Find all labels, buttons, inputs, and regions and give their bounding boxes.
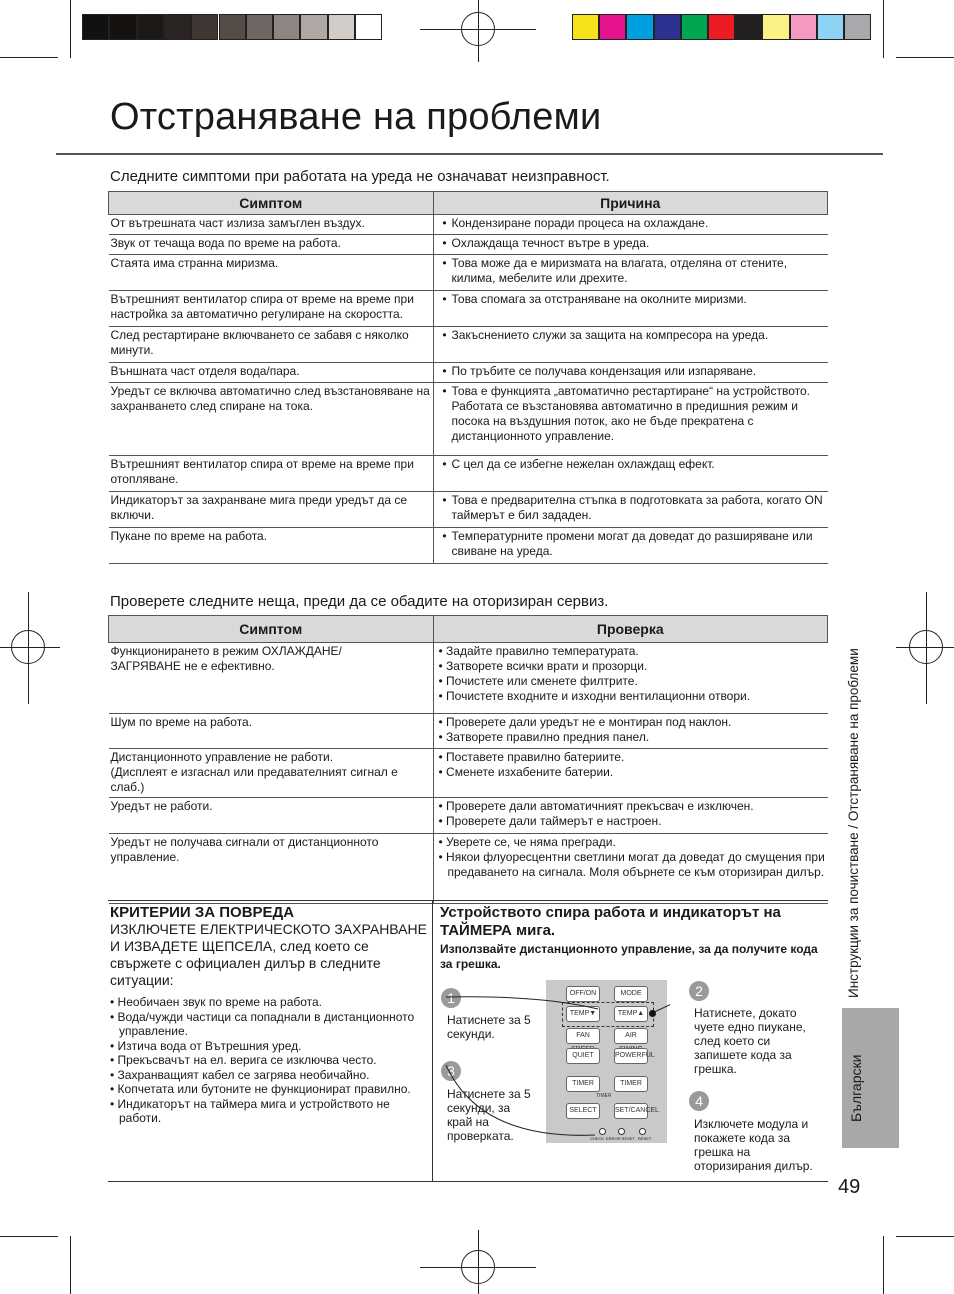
table-row — [109, 749, 828, 798]
bullet: • — [438, 765, 447, 779]
temp-up-button[interactable]: TEMP▲ — [614, 1006, 648, 1022]
symptom-cell: След рестартиране включването се забавя с няколко минути. — [109, 327, 434, 363]
cause-cell — [433, 383, 828, 456]
cause-cell — [433, 255, 828, 291]
table2-intro: Проверете следните неща, преди да се обадите на оторизиран сервиз. — [110, 593, 609, 610]
table-row — [109, 255, 828, 291]
table-row — [109, 714, 828, 749]
cause-text: Кондензиране поради процеса на охлаждане. — [451, 216, 709, 230]
bullet: • — [438, 730, 447, 744]
step-1-text: Натиснете за 5 секунди. — [447, 1013, 531, 1041]
check-item — [438, 850, 826, 880]
cause-text: Охлаждаща течност вътре в уреда. — [451, 236, 650, 250]
list-item-text: Захранващият кабел се загрява необичайно. — [117, 1067, 370, 1082]
color-swatch — [626, 14, 653, 40]
cause-text: С цел да се избегне нежелан охлаждащ ефект. — [451, 457, 715, 471]
check-text: Задайте правилно температурата. — [446, 644, 639, 658]
bullet: • — [438, 750, 447, 764]
cause-cell — [433, 235, 828, 255]
language-tab-label: Български — [848, 1054, 864, 1122]
grayscale-swatch — [164, 14, 191, 40]
crop-mark — [0, 57, 58, 58]
sidebar-section-label: Инструкции за почистване / Отстраняване на проблеми — [846, 648, 861, 998]
table-row — [109, 363, 828, 383]
bullet: • — [110, 1096, 118, 1111]
mode-button[interactable]: MODE — [614, 986, 648, 1002]
symptom-cell: Стаята има странна миризма. — [109, 255, 434, 291]
crop-mark — [0, 647, 60, 648]
symptom-line: Уредът не получава сигнали от дистанционното управление. — [110, 835, 379, 864]
timer-label: TIMER — [596, 1093, 612, 1099]
check-item — [438, 659, 826, 674]
temp-down-button[interactable]: TEMP▼ — [566, 1006, 600, 1022]
quiet-button[interactable]: QUIET — [566, 1048, 600, 1064]
cause-cell — [433, 363, 828, 383]
color-swatch — [762, 14, 789, 40]
symptom-cell: Звук от течаща вода по време на работа. — [109, 235, 434, 255]
crop-mark — [420, 1267, 536, 1268]
bullet: • — [438, 715, 447, 729]
cause-cell — [433, 327, 828, 363]
symptom-cell: Уредът се включва автоматично след възстановяване на захранването след спиране на тока. — [109, 383, 434, 456]
reset-label: RESET — [638, 1136, 652, 1141]
check-text: Поставете правилно батериите. — [446, 750, 625, 764]
bullet: • — [438, 644, 447, 658]
grayscale-swatch — [355, 14, 382, 40]
bullet: • — [442, 493, 447, 507]
check-item — [438, 644, 826, 659]
bullet: • — [110, 1053, 118, 1067]
select-button[interactable]: SELECT — [566, 1103, 600, 1119]
list-item — [110, 1097, 428, 1126]
criteria-section — [110, 904, 428, 1126]
bullet: • — [442, 457, 447, 471]
air-swing-button[interactable]: AIR — [614, 1028, 648, 1044]
symptom-line: ЗАГРЯВАНЕ не е ефективно. — [110, 659, 275, 673]
error-reset-label: ERROR RESET — [606, 1136, 635, 1141]
section-divider — [108, 900, 828, 901]
check-text: Проверете дали таймерът е настроен. — [446, 814, 662, 828]
cause-text: По тръбите се получава кондензация или изпаряване. — [451, 364, 757, 378]
grayscale-swatch — [137, 14, 164, 40]
bullet: • — [442, 364, 447, 378]
list-item-text: Индикаторът на таймера мига и устройството не работи. — [117, 1096, 390, 1125]
crop-mark — [0, 1236, 58, 1237]
bullet: • — [442, 529, 447, 543]
symptom-cell — [109, 798, 434, 834]
color-swatch — [572, 14, 599, 40]
grayscale-swatch — [109, 14, 136, 40]
crop-mark — [478, 1230, 479, 1294]
check-label: CHECK — [590, 1136, 605, 1141]
bullet: • — [442, 328, 447, 342]
timer-off-button[interactable]: TIMER — [614, 1076, 648, 1092]
list-item-text: Необичаен звук по време на работа. — [117, 995, 323, 1009]
step-2-text: Натиснете, докато чуете едно пиукане, след което си запишете кода за грешка. — [694, 1006, 806, 1076]
callout-lines — [440, 985, 670, 1155]
table-row — [109, 492, 828, 528]
bullet: • — [110, 1038, 118, 1053]
check-text: Проверете дали автоматичният прекъсвач е изключен. — [446, 799, 754, 813]
bullet: • — [438, 799, 447, 813]
symptom-cell: Външната част отделя вода/пара. — [109, 363, 434, 383]
crop-mark — [896, 57, 954, 58]
check-cell — [433, 643, 828, 714]
cause-cell — [433, 456, 828, 492]
symptom-cell: Пукане по време на работа. — [109, 528, 434, 564]
cause-text: Температурните промени могат да доведат до разширяване или свиване на уреда. — [451, 529, 813, 558]
list-item — [110, 1039, 428, 1054]
powerful-button[interactable]: POWERFUL — [614, 1048, 648, 1064]
bullet: • — [442, 384, 447, 398]
color-swatch — [817, 14, 844, 40]
check-item — [438, 765, 826, 780]
language-tab — [842, 1008, 899, 1148]
col-symptom-header: Симптом — [109, 616, 434, 643]
title-divider — [56, 153, 883, 155]
color-swatch — [708, 14, 735, 40]
symptom-cause-table — [108, 191, 828, 564]
page-number: 49 — [838, 1176, 861, 1198]
check-text: Някои флуоресцентни светлини могат да доведат до смущения при предаването на сигнала. Моля обърнете се към оторизиран дилър. — [446, 850, 825, 879]
cause-cell — [433, 215, 828, 235]
step-3-text: Натиснете за 5 секунди, за край на проверката. — [447, 1087, 531, 1143]
step-4-text: Изключете модула и покажете кода за грешка на оторизирания дилър. — [694, 1117, 813, 1173]
col-cause-header: Причина — [433, 192, 828, 215]
check-item — [438, 835, 826, 850]
color-swatch — [844, 14, 871, 40]
bullet: • — [438, 814, 447, 828]
table-row — [109, 643, 828, 714]
symptom-line: Уредът не работи. — [110, 799, 213, 813]
bullet: • — [442, 256, 447, 270]
bullet: • — [438, 835, 447, 849]
bullet: • — [110, 1067, 118, 1082]
table-row — [109, 327, 828, 363]
color-swatch — [735, 14, 762, 40]
cause-cell — [433, 528, 828, 564]
table-row — [109, 798, 828, 834]
symptom-cell — [109, 643, 434, 714]
pointer-dot — [649, 1010, 656, 1017]
list-item — [110, 995, 428, 1010]
grayscale-swatch — [82, 14, 109, 40]
symptom-cell: Вътрешният вентилатор спира от време на време при отопляване. — [109, 456, 434, 492]
step-1-number: 1 — [441, 988, 461, 1008]
list-item — [110, 1082, 428, 1097]
check-cell — [433, 714, 828, 749]
step-3-number: 3 — [441, 1061, 461, 1081]
crop-mark — [70, 0, 71, 58]
table-row — [109, 834, 828, 904]
cause-text: Това спомага за отстраняване на околните миризми. — [451, 292, 747, 306]
grayscale-swatch — [191, 14, 218, 40]
bullet: • — [110, 1009, 118, 1024]
cause-text: Това е предварителна стъпка в подготовката за работа, когато ON таймерът е бил зададен. — [451, 493, 823, 522]
check-cell — [433, 834, 828, 904]
check-text: Почистете или сменете филтрите. — [446, 674, 638, 688]
check-item — [438, 730, 826, 745]
cause-cell — [433, 492, 828, 528]
color-swatch — [790, 14, 817, 40]
bullet: • — [442, 216, 447, 230]
table-row — [109, 456, 828, 492]
grayscale-swatch — [300, 14, 327, 40]
check-item — [438, 715, 826, 730]
list-item-text: Копчетата или бутоните не функционират правилно. — [117, 1082, 411, 1096]
criteria-paragraph: ИЗКЛЮЧЕТЕ ЕЛЕКТРИЧЕСКОТО ЗАХРАНВАНЕ И ИЗВАДЕТЕ ЩЕПСЕЛА, след което се свържете с официален дилър в следните ситуации: — [110, 921, 427, 988]
bullet: • — [438, 850, 447, 864]
cause-cell — [433, 291, 828, 327]
cause-text: Това е функцията „автоматично рестартиране“ на устройството. Работата се възстановява автоматично в предишния режим и посока на въздушния поток, ако не бъде прекратена с дистанционното управление. — [451, 384, 810, 443]
color-swatch — [681, 14, 708, 40]
symptom-line: Шум по време на работа. — [110, 715, 253, 729]
bullet: • — [438, 674, 447, 688]
error-heading: Устройството спира работа и индикаторът на ТАЙМЕРА мига. — [440, 904, 781, 939]
bullet: • — [438, 689, 447, 703]
check-item — [438, 674, 826, 689]
crop-mark — [883, 0, 884, 58]
col-symptom-header: Симптом — [109, 192, 434, 215]
table-row — [109, 291, 828, 327]
grayscale-swatch — [273, 14, 300, 40]
fan-speed-button[interactable]: FAN — [566, 1028, 600, 1044]
table-row — [109, 383, 828, 456]
check-item — [438, 814, 826, 829]
bullet: • — [438, 659, 447, 673]
check-text: Сменете изхабените батерии. — [446, 765, 614, 779]
list-item — [110, 1068, 428, 1083]
color-swatch — [599, 14, 626, 40]
crop-mark — [926, 592, 927, 704]
criteria-list — [110, 995, 428, 1126]
crop-mark — [896, 1236, 954, 1237]
check-text: Почистете входните и изходни вентилационни отвори. — [446, 689, 751, 703]
color-swatch — [654, 14, 681, 40]
crop-mark — [28, 592, 29, 704]
check-item — [438, 799, 826, 814]
grayscale-swatch — [328, 14, 355, 40]
check-cell — [433, 798, 828, 834]
step-2-number: 2 — [689, 981, 709, 1001]
cause-text: Закъснението служи за защита на компресора на уреда. — [451, 328, 769, 342]
criteria-heading: КРИТЕРИИ ЗА ПОВРЕДА — [110, 904, 295, 921]
column-divider — [432, 900, 433, 1181]
crop-mark — [420, 29, 536, 30]
check-cell — [433, 749, 828, 798]
symptom-cell: От вътрешната част излиза замъглен въздух. — [109, 215, 434, 235]
bullet: • — [110, 995, 118, 1009]
list-item-text: Изтича вода от Вътрешния уред. — [117, 1038, 302, 1053]
symptom-cell — [109, 834, 434, 904]
list-item — [110, 1010, 428, 1039]
symptom-cell: Вътрешният вентилатор спира от време на време при настройка за автоматично регулиране на скоростта. — [109, 291, 434, 327]
symptom-line: Функционирането в режим ОХЛАЖДАНЕ/ — [110, 644, 342, 658]
section-divider — [108, 1181, 828, 1182]
error-subheading: Използвайте дистанционното управление, за да получите кода за грешка. — [440, 942, 818, 971]
grayscale-swatch — [246, 14, 273, 40]
list-item — [110, 1053, 428, 1068]
table-row — [109, 235, 828, 255]
check-text: Уверете се, че няма прегради. — [446, 835, 616, 849]
check-text: Затворете всички врати и прозорци. — [446, 659, 648, 673]
cause-text: Това може да е миризмата на влагата, отделяна от стените, килима, мебелите или дрехите. — [451, 256, 788, 285]
symptom-cell — [109, 714, 434, 749]
error-section — [440, 904, 825, 972]
symptom-line: Дистанционното управление не работи. — [110, 750, 334, 764]
bullet: • — [110, 1082, 118, 1096]
col-check-header: Проверка — [433, 616, 828, 643]
bullet: • — [442, 236, 447, 250]
table-row — [109, 528, 828, 564]
timer-on-button[interactable]: TIMER — [566, 1076, 600, 1092]
bullet: • — [442, 292, 447, 306]
crop-mark — [883, 1236, 884, 1294]
symptom-cell: Индикаторът за захранване мига преди уредът да се включи. — [109, 492, 434, 528]
crop-mark — [478, 0, 479, 62]
symptom-cell — [109, 749, 434, 798]
check-text: Затворете правилно предния панел. — [446, 730, 650, 744]
symptom-line: (Дисплеят е изгаснал или предавателният сигнал е слаб.) — [110, 765, 398, 794]
step-4-number: 4 — [689, 1091, 709, 1111]
crop-mark — [70, 1236, 71, 1294]
check-text: Проверете дали уредът не е монтиран под наклон. — [446, 715, 732, 729]
table-row — [109, 215, 828, 235]
list-item-text: Прекъсвачът на ел. верига се изключва често. — [117, 1053, 377, 1067]
list-item-text: Вода/чужди частици са попаднали в дистанционното управление. — [117, 1009, 415, 1038]
grayscale-swatch — [219, 14, 246, 40]
set-cancel-button[interactable]: SET/CANCEL — [614, 1103, 648, 1119]
page-title: Отстраняване на проблеми — [110, 96, 602, 138]
check-item — [438, 750, 826, 765]
table1-intro: Следните симптоми при работата на уреда не означават неизправност. — [110, 168, 610, 185]
off-on-button[interactable]: OFF/ON — [566, 986, 600, 1002]
crop-mark — [896, 647, 954, 648]
check-item — [438, 689, 826, 704]
symptom-check-table — [108, 615, 828, 904]
